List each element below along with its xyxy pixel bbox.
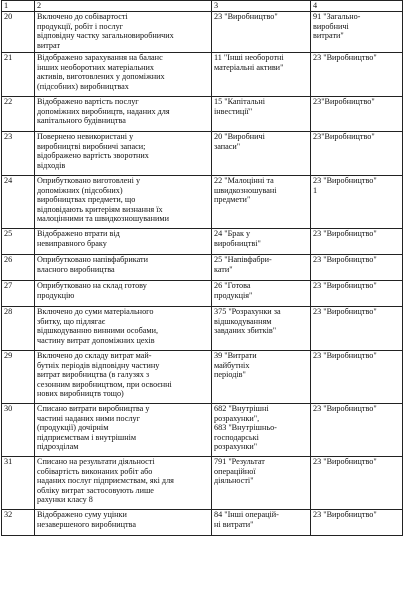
entry-number-cell-text: 31 — [4, 457, 13, 466]
debit-account-cell — [212, 12, 311, 53]
credit-account-cell-text: 23 "Виробництво" 1 — [313, 176, 377, 195]
entry-number-cell — [2, 281, 35, 307]
entry-number-cell-text: 22 — [4, 97, 13, 106]
table-row — [2, 404, 403, 457]
entry-number-cell-text: 24 — [4, 176, 13, 185]
operation-description-cell-text: Включено до суми матеріального збитку, що підлягає відшкодуванню винними особами, частину витрат допоміжних цехів — [37, 307, 159, 345]
debit-account-cell-text: 26 "Готова продукція" — [214, 281, 253, 300]
column-number-3: 3 — [212, 1, 311, 12]
credit-account-cell-text: 23 "Виробництво" — [313, 255, 377, 264]
credit-account-cell — [311, 510, 403, 536]
entry-number-cell-text: 28 — [4, 307, 13, 316]
debit-account-cell — [212, 176, 311, 229]
operation-description-cell — [35, 12, 212, 53]
operation-description-cell-text: Включено до собівартості продукції, робіт і послуг відповідну частку загальновиробничих витрат — [37, 12, 174, 50]
debit-account-cell — [212, 255, 311, 281]
column-number-row — [2, 1, 403, 12]
credit-account-cell-text: 23 "Виробництво" — [313, 229, 377, 238]
debit-account-cell — [212, 229, 311, 255]
credit-account-cell — [311, 132, 403, 176]
entry-number-cell — [2, 404, 35, 457]
table-row — [2, 307, 403, 351]
debit-account-cell-text: 20 "Виробничі запаси" — [214, 132, 265, 151]
entry-number-cell — [2, 307, 35, 351]
debit-account-cell — [212, 351, 311, 404]
operation-description-cell-text: Списано на результати діяльності собівартість виконаних робіт або наданих послуг підприємствам, які для обліку витрат застосовують лише рахунки класу 8 — [37, 457, 174, 505]
credit-account-cell-text: 23 "Виробництво" — [313, 281, 377, 290]
credit-account-cell-text: 23"Виробництво" — [313, 97, 375, 106]
debit-account-cell-text: 15 "Капітальні інвестиції" — [214, 97, 265, 116]
operation-description-cell-text: Відображено вартість послуг допоміжних виробництв, наданих для капітального будівництва — [37, 97, 170, 126]
table-row — [2, 351, 403, 404]
entry-number-cell — [2, 97, 35, 132]
entry-number-cell-text: 26 — [4, 255, 13, 264]
credit-account-cell — [311, 281, 403, 307]
table-body — [2, 1, 403, 536]
entry-number-cell-text: 20 — [4, 12, 13, 21]
entry-number-cell — [2, 510, 35, 536]
table-row — [2, 132, 403, 176]
operation-description-cell — [35, 457, 212, 510]
entry-number-cell-text: 25 — [4, 229, 13, 238]
operation-description-cell — [35, 176, 212, 229]
debit-account-cell-text: 11 "Інші необоротні матеріальні активи" — [214, 53, 284, 72]
entry-number-cell — [2, 176, 35, 229]
credit-account-cell — [311, 255, 403, 281]
debit-account-cell — [212, 281, 311, 307]
credit-account-cell — [311, 351, 403, 404]
column-number-2: 2 — [35, 1, 212, 12]
operation-description-cell-text: Оприбутковано на склад готову продукцію — [37, 281, 147, 300]
operation-description-cell — [35, 351, 212, 404]
table-row — [2, 12, 403, 53]
operation-description-cell-text: Відображено втрати від невиправного браку — [37, 229, 120, 248]
credit-account-cell-text: 23 "Виробництво" — [313, 351, 377, 360]
operation-description-cell-text: Оприбутковано напівфабрикати власного виробництва — [37, 255, 149, 274]
credit-account-cell — [311, 97, 403, 132]
entry-number-cell — [2, 255, 35, 281]
credit-account-cell-text: 23 "Виробництво" — [313, 404, 377, 413]
credit-account-cell-text: 23 "Виробництво" — [313, 457, 377, 466]
credit-account-cell — [311, 307, 403, 351]
journal-entries-table — [1, 0, 403, 536]
operation-description-cell — [35, 229, 212, 255]
debit-account-cell — [212, 307, 311, 351]
debit-account-cell-text: 375 "Розрахунки за відшкодуванням завданих збитків" — [214, 307, 281, 336]
debit-account-cell-text: 682 "Внутрішні розрахунки", 683 "Внутрішньо- господарські розрахунки" — [214, 404, 277, 452]
debit-account-cell-text: 84 "Інші операцій- ні витрати" — [214, 510, 279, 529]
operation-description-cell — [35, 132, 212, 176]
debit-account-cell-text: 22 "Малоцінні та швидкозношувані предмети" — [214, 176, 277, 205]
credit-account-cell — [311, 457, 403, 510]
debit-account-cell-text: 25 "Напівфабри- кати" — [214, 255, 272, 274]
operation-description-cell — [35, 307, 212, 351]
table-row — [2, 229, 403, 255]
credit-account-cell — [311, 53, 403, 97]
debit-account-cell-text: 39 "Витрати майбутніх періодів" — [214, 351, 257, 380]
operation-description-cell — [35, 97, 212, 132]
debit-account-cell — [212, 97, 311, 132]
table-row — [2, 457, 403, 510]
credit-account-cell-text: 23"Виробництво" — [313, 132, 375, 141]
entry-number-cell — [2, 53, 35, 97]
operation-description-cell-text: Включено до складу витрат май- бутніх періодів відповідну частину витрат виробництва (в галузях з сезонним виробництвом, при освоєнні нових виробництв тощо) — [37, 351, 172, 399]
operation-description-cell — [35, 404, 212, 457]
operation-description-cell — [35, 255, 212, 281]
table-row — [2, 255, 403, 281]
entry-number-cell — [2, 12, 35, 53]
entry-number-cell-text: 32 — [4, 510, 13, 519]
operation-description-cell — [35, 510, 212, 536]
operation-description-cell — [35, 281, 212, 307]
column-number-4: 4 — [311, 1, 403, 12]
operation-description-cell-text: Відображено зарахування на баланс інших необоротних матеріальних активів, виготовлених у допоміжних (підсобних) виробництвах — [37, 53, 165, 91]
operation-description-cell — [35, 53, 212, 97]
entry-number-cell — [2, 457, 35, 510]
debit-account-cell — [212, 404, 311, 457]
debit-account-cell — [212, 132, 311, 176]
debit-account-cell — [212, 53, 311, 97]
debit-account-cell — [212, 457, 311, 510]
credit-account-cell — [311, 404, 403, 457]
entry-number-cell — [2, 132, 35, 176]
column-number-1: 1 — [2, 1, 35, 12]
credit-account-cell-text: 23 "Виробництво" — [313, 510, 377, 519]
credit-account-cell-text: 23 "Виробництво" — [313, 307, 377, 316]
credit-account-cell-text: 91 "Загально- виробничі витрати" — [313, 12, 361, 41]
table-row — [2, 53, 403, 97]
entry-number-cell-text: 30 — [4, 404, 13, 413]
credit-account-cell — [311, 176, 403, 229]
debit-account-cell-text: 791 "Результат операційної діяльності" — [214, 457, 265, 486]
debit-account-cell — [212, 510, 311, 536]
entry-number-cell — [2, 351, 35, 404]
credit-account-cell — [311, 12, 403, 53]
operation-description-cell-text: Оприбутковано виготовлені у допоміжних (підсобних) виробництвах предмети, що відповідають критеріям визнання їх малоцінними та швидкозношуваними — [37, 176, 169, 224]
entry-number-cell-text: 29 — [4, 351, 13, 360]
table-row — [2, 176, 403, 229]
table-row — [2, 510, 403, 536]
entry-number-cell — [2, 229, 35, 255]
entry-number-cell-text: 21 — [4, 53, 13, 62]
credit-account-cell-text: 23 "Виробництво" — [313, 53, 377, 62]
table-row — [2, 281, 403, 307]
table-row — [2, 97, 403, 132]
credit-account-cell — [311, 229, 403, 255]
operation-description-cell-text: Повернено невикористані у виробництві виробничі запаси; відображено вартість зворотних відходів — [37, 132, 149, 170]
operation-description-cell-text: Списано витрати виробництва у частині наданих ними послуг (продукції) дочірнім підприємствам і внутрішнім підрозділам — [37, 404, 150, 452]
debit-account-cell-text: 24 "Брак у виробництві" — [214, 229, 261, 248]
operation-description-cell-text: Відображено суму уцінки незавершеного виробництва — [37, 510, 136, 529]
entry-number-cell-text: 23 — [4, 132, 13, 141]
debit-account-cell-text: 23 "Виробництво" — [214, 12, 278, 21]
entry-number-cell-text: 27 — [4, 281, 13, 290]
